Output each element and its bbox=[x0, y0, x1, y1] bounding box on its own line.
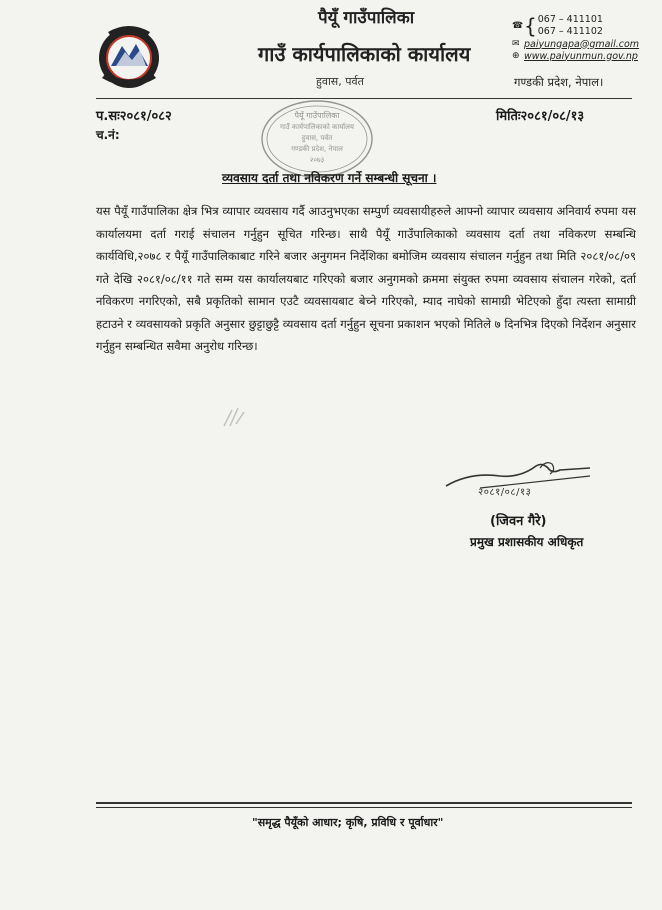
letter-subject: व्यवसाय दर्ता तथा नविकरण गर्ने सम्बन्धी सूचना । bbox=[222, 171, 437, 185]
letter-body: यस पैयूँ गाउँपालिका क्षेत्र भित्र व्यापार व्यवसाय गर्दै आउनुभएका सम्पुर्ण व्यवसायीहरुले आफ्नो व्यापार व्यवसाय अनिवार्य रुपमा यस कार्यालयमा दर्ता गराई संचालन गर्नुहुन सूचित गरिन्छ। साथै पैयूँ गाउँपालिकाको व्यवसाय दर्ता तथा नविकरण सम्बन्धि कार्यविधि,२०७८ र पैयूँ गाउँपालिकाबाट गरिने बजार अनुगमन निर्देशिका बमोजिम व्यवसाय संचालन गर्नुहुन तथा मिति २०८१/०८/०९ गते देखि २०८१/०८/११ गते सम्म यस कार्यालयबाट गरिएको बजार अनुगमको क्रममा संयुक्त रुपमा व्यवसाय संचालन गरेको, दर्ता नविकरण नगरिएको, सबै प्रकृतिको सामान एउटै व्यवसायबाट बेच्ने गरिएको, म्याद नाघेको सामाग्री भेटिएको हुँदा त्यस्ता सामाग्री हटाउने र व्यवसायको प्रकृति अनुसार छुट्टाछुट्टै व्यवसाय दर्ता गर्नुहुन सूचना प्रकाशन भएको मितिले ७ दिनभित्र दिएको निर्देशन अनुसार गर्नुहुन सम्बन्धित सवैमा अनुरोध गरिन्छ। bbox=[96, 204, 636, 353]
stamp-line-1: पैयूँ गाउँपालिका bbox=[294, 111, 340, 120]
emblem-icon bbox=[92, 18, 166, 92]
scribble-mark bbox=[220, 404, 250, 430]
email-icon: ✉ bbox=[512, 39, 520, 49]
stamp-line-4: गण्डकी प्रदेश, नेपाल bbox=[291, 145, 343, 153]
brace: { bbox=[524, 14, 537, 38]
stamp-line-5: २०७३ bbox=[309, 156, 325, 164]
office-stamp bbox=[258, 98, 376, 180]
dispatch-number: च.नं: bbox=[96, 128, 120, 142]
footer-slogan: "समृद्ध पैयूँको आधार; कृषि, प्रविधि र पूर्वाधार" bbox=[252, 816, 444, 829]
footer-divider-thick bbox=[96, 802, 632, 804]
signatory-title: प्रमुख प्रशासकीय अधिकृत bbox=[470, 535, 584, 549]
globe-icon: ⊕ bbox=[512, 51, 520, 61]
email-link[interactable]: paiyungapa@gmail.com bbox=[524, 38, 640, 50]
phone-2: 067 – 411102 bbox=[537, 26, 603, 37]
phone-icon: ☎ bbox=[512, 21, 524, 31]
contact-block bbox=[512, 14, 639, 62]
signatory-name: (जिवन गैरे) bbox=[490, 514, 547, 529]
footer-divider-thin bbox=[96, 807, 632, 808]
region-label: गण्डकी प्रदेश, नेपाल। bbox=[514, 75, 604, 89]
office-address: हुवास, पर्वत bbox=[316, 75, 364, 88]
phone-1: 067 – 411101 bbox=[537, 14, 603, 25]
stamp-line-2: गाउँ कार्यपालिकाको कार्यालय bbox=[280, 123, 354, 131]
stamp-line-3: हुवास, पर्वत bbox=[301, 134, 333, 142]
signature-date: २०८१/०८/१३ bbox=[478, 487, 532, 498]
office-name: गाउँ कार्यपालिकाको कार्यालय bbox=[258, 42, 471, 66]
letter-date: मितिः२०८१/०८/१३ bbox=[496, 109, 585, 124]
municipality-name: पैयूँ गाउँपालिका bbox=[318, 8, 415, 28]
website-link[interactable]: www.paiyunmun.gov.np bbox=[524, 50, 638, 62]
reference-number: प.सः२०८१/०८२ bbox=[96, 109, 172, 124]
